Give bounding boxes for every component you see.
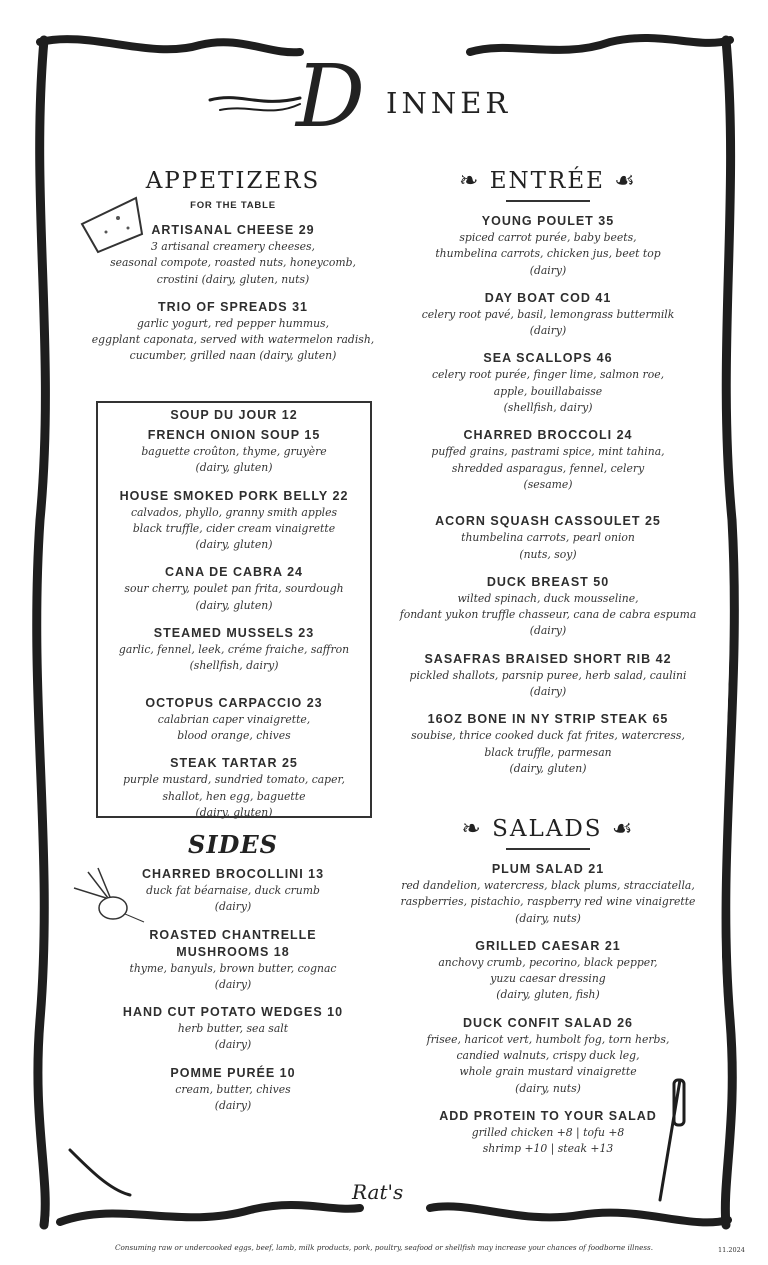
menu-item-description: sour cherry, poulet pan frita, sourdough (dairy, gluten) <box>124 582 344 612</box>
menu-item <box>392 574 704 640</box>
menu-item <box>98 488 370 554</box>
menu-item-list <box>78 222 388 365</box>
menu-item <box>392 1108 704 1158</box>
menu-date: 11.2024 <box>718 1246 745 1254</box>
menu-item-description: grilled chicken +8 | tofu +8 shrimp +10 | steak +13 <box>471 1125 625 1156</box>
menu-item-description: red dandelion, watercress, black plums, stracciatella, raspberries, pistachio, raspberry red wine vinaigrette (dairy, nuts) <box>400 879 696 925</box>
menu-item-description: garlic yogurt, red pepper hummus, eggplant caponata, served with watermelon radish, cucumber, grilled naan (dairy, gluten) <box>91 316 375 363</box>
menu-item-list <box>98 403 370 821</box>
menu-item-description: celery root purée, finger lime, salmon roe, apple, bouillabaisse (shellfish, dairy) <box>431 368 665 415</box>
menu-item-description: 3 artisanal creamery cheeses, seasonal compote, roasted nuts, honeycomb, crostini (dairy, gluten, nuts) <box>110 240 356 286</box>
sides-heading: SIDES <box>188 830 278 859</box>
menu-item <box>392 861 704 927</box>
menu-item <box>98 695 370 745</box>
menu-item <box>78 222 388 288</box>
menu-item-name: FRENCH ONION SOUP 15 <box>147 428 321 442</box>
menu-item-name: ROASTED CHANTRELLE MUSHROOMS 18 <box>149 927 317 959</box>
menu-item-name: SEA SCALLOPS 46 <box>483 351 613 366</box>
menu-item <box>392 1015 704 1097</box>
menu-item <box>98 407 370 424</box>
menu-item-name: CANA DE CABRA 24 <box>164 565 303 580</box>
menu-item <box>78 299 388 365</box>
menu-item-description: baguette croûton, thyme, gruyère (dairy, gluten) <box>141 445 327 475</box>
menu-item-name: 16OZ BONE IN NY STRIP STEAK 65 <box>427 712 669 727</box>
menu-item-description: duck fat béarnaise, duck crumb (dairy) <box>146 884 320 914</box>
menu-item <box>98 625 370 675</box>
menu-item-description: calabrian caper vinaigrette, blood orange, chives <box>157 712 311 742</box>
menu-item-list <box>392 861 704 1158</box>
menu-item <box>78 927 388 994</box>
menu-item <box>392 938 704 1004</box>
menu-item-name: OCTOPUS CARPACCIO 23 <box>145 695 323 710</box>
menu-item-name: DUCK CONFIT SALAD 26 <box>462 1015 633 1030</box>
menu-item <box>78 866 388 916</box>
menu-item-description: spiced carrot purée, baby beets, thumbelina carrots, chicken jus, beet top (dairy) <box>435 231 661 277</box>
menu-item <box>78 1065 388 1115</box>
menu-item-description: herb butter, sea salt (dairy) <box>177 1022 289 1052</box>
leaf-ornament-icon: ☙ <box>604 168 637 194</box>
entree-section <box>392 168 704 777</box>
entree-heading <box>392 168 704 194</box>
sides-section <box>78 830 388 1114</box>
menu-item-name: POMME PURÉE 10 <box>170 1065 296 1080</box>
menu-item-description: purple mustard, sundried tomato, caper, shallot, hen egg, baguette (dairy, gluten) <box>123 773 345 819</box>
menu-item <box>392 350 704 416</box>
menu-item-description: frisee, haricot vert, humbolt fog, torn herbs, candied walnuts, crispy duck leg, whole grain mustard vinaigrette (dairy, nuts) <box>426 1032 670 1095</box>
title-rest: INNER <box>386 86 512 120</box>
menu-item-description: wilted spinach, duck mousseline, fondant yukon truffle chasseur, cana de cabra espuma (dairy) <box>399 591 697 638</box>
menu-item <box>392 513 704 563</box>
menu-item-description: pickled shallots, parsnip puree, herb salad, caulini (dairy) <box>409 668 687 699</box>
menu-item-name: ACORN SQUASH CASSOULET 25 <box>435 514 661 529</box>
menu-item-name: CHARRED BROCCOLI 24 <box>463 428 633 443</box>
menu-item-list <box>78 866 388 1114</box>
menu-item-name: CHARRED BROCOLLINI 13 <box>141 867 325 881</box>
appetizers-section <box>78 168 388 365</box>
menu-item-name: ADD PROTEIN TO YOUR SALAD <box>439 1108 657 1123</box>
menu-item-name: SOUP DU JOUR 12 <box>170 408 298 422</box>
salads-heading-text: SALADS <box>492 816 603 842</box>
menu-item-name: SASAFRAS BRAISED SHORT RIB 42 <box>424 651 672 666</box>
menu-item-name: STEAMED MUSSELS 23 <box>153 626 315 641</box>
menu-item-name: PLUM SALAD 21 <box>491 862 605 876</box>
menu-item-description: anchovy crumb, pecorino, black pepper, yuzu caesar dressing (dairy, gluten, fish) <box>438 955 658 1002</box>
menu-item-name: HAND CUT POTATO WEDGES 10 <box>122 1005 344 1020</box>
food-safety-disclaimer: Consuming raw or undercooked eggs, beef, lamb, milk products, pork, poultry, seafood or shellfish may increase your chances of foodborne illness. <box>114 1243 653 1252</box>
heading-divider <box>506 848 590 850</box>
featured-appetizers-box <box>96 401 372 818</box>
menu-item-name: GRILLED CAESAR 21 <box>475 938 621 953</box>
menu-item-name: HOUSE SMOKED PORK BELLY 22 <box>119 488 349 503</box>
leaf-ornament-icon: ☙ <box>602 816 635 842</box>
menu-item-list <box>392 213 704 777</box>
menu-item-name: YOUNG POULET 35 <box>481 214 615 228</box>
heading-divider <box>506 200 590 202</box>
menu-item <box>392 711 704 777</box>
appetizers-heading: APPETIZERS <box>145 168 321 194</box>
menu-item-name: STEAK TARTAR 25 <box>170 756 298 771</box>
menu-item-name: DAY BOAT COD 41 <box>484 290 612 305</box>
menu-item <box>392 651 704 701</box>
menu-item <box>98 564 370 614</box>
leaf-ornament-icon: ❧ <box>459 168 490 194</box>
menu-item-description: thumbelina carrots, pearl onion (nuts, soy) <box>461 531 635 561</box>
menu-item-name: TRIO OF SPREADS 31 <box>158 299 308 314</box>
menu-item-name: DUCK BREAST 50 <box>486 574 610 589</box>
entree-heading-text: ENTRÉE <box>489 168 605 194</box>
salads-heading <box>392 816 704 842</box>
for-the-table-subheading: FOR THE TABLE <box>190 200 276 211</box>
menu-item <box>392 290 704 340</box>
leaf-ornament-icon: ❧ <box>461 816 493 842</box>
menu-item-name: ARTISANAL CHEESE 29 <box>151 223 315 237</box>
menu-item-description: garlic, fennel, leek, créme fraiche, saffron (shellfish, dairy) <box>118 643 350 673</box>
menu-item <box>98 755 370 821</box>
menu-item-description: cream, butter, chives (dairy) <box>175 1082 291 1113</box>
menu-item <box>98 427 370 477</box>
menu-item <box>78 1004 388 1054</box>
salads-section <box>392 816 704 1158</box>
rats-logo: Rat's <box>352 1180 404 1204</box>
menu-item-description: puffed grains, pastrami spice, mint tahina, shredded asparagus, fennel, celery (sesame) <box>431 445 665 491</box>
title-initial: D <box>296 47 365 147</box>
menu-item-description: celery root pavé, basil, lemongrass buttermilk (dairy) <box>421 307 675 338</box>
menu-item <box>392 213 704 279</box>
menu-item-description: soubise, thrice cooked duck fat frites, watercress, black truffle, parmesan (dairy, gluten) <box>411 729 685 775</box>
menu-item-description: calvados, phyllo, granny smith apples black truffle, cider cream vinaigrette (dairy, gluten) <box>130 505 338 552</box>
menu-item <box>392 427 704 493</box>
menu-item-description: thyme, banyuls, brown butter, cognac (dairy) <box>129 961 337 991</box>
